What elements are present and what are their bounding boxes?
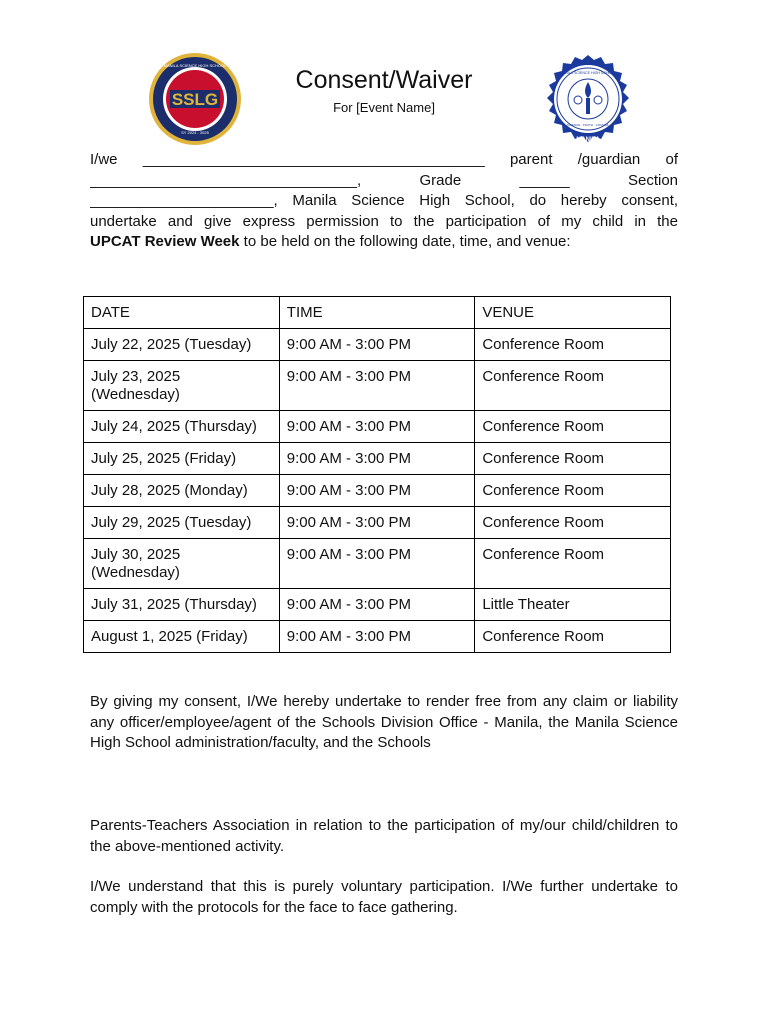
venue-cell: Conference Room [475,507,671,539]
consent-word-2: hereby [560,192,607,209]
event-title: UPCAT Review Week [90,233,240,250]
table-row [84,411,671,443]
time-cell: 9:00 AM - 3:00 PM [279,539,475,589]
date-cell: July 25, 2025 (Friday) [84,443,280,475]
event-name-line: For [Event Name] [333,100,435,115]
school-word-3: High [419,192,451,209]
table-row [84,507,671,539]
document-title: Consent/Waiver [295,66,473,94]
consent-word-1: do [529,192,547,209]
liability-waiver-paragraph: By giving my consent, I/We hereby undertake to render free from any claim or liability any officer/employee/agent of the Schools Division Office - Manila, the Manila Science High School administration/faculty, and the Schools [90,693,678,751]
consent-line-4 [90,212,678,233]
time-cell: 9:00 AM - 3:00 PM [279,621,475,653]
guardian-word: /guardian [577,151,641,168]
time-cell: 9:00 AM - 3:00 PM [279,589,475,621]
parent-word: parent [509,151,553,168]
section-label: Section [627,171,678,189]
schedule-table [83,296,671,653]
section-blank: ______________________, [90,192,278,209]
date-cell: July 30, 2025 (Wednesday) [84,539,280,589]
time-cell: 9:00 AM - 3:00 PM [279,329,475,361]
time-cell: 9:00 AM - 3:00 PM [279,443,475,475]
sslg-logo-ring-text: MANILA SCIENCE HIGH SCHOOL [163,63,227,68]
venue-cell: Conference Room [475,411,671,443]
mshs-logo-motto: SCIENCE · TRUTH · COUNCIL [566,123,610,127]
voluntary-participation-paragraph: I/We understand that this is purely voluntary participation. I/We further undertake to comply with the protocols for the face to face gathering. [90,878,678,916]
consent-word-3: consent, [621,192,678,209]
table-header-row [84,297,671,329]
manila-science-high-school-logo [542,54,634,146]
grade-blank: ______ [519,171,570,189]
permission-text: undertake and give express permission to the participation of my child in the [90,212,678,230]
venue-cell: Conference Room [475,621,671,653]
consent-line-5 [90,232,678,253]
venue-cell: Conference Room [475,539,671,589]
venue-cell: Conference Room [475,361,671,411]
schedule-intro-text: to be held on the following date, time, and venue: [243,233,571,250]
mshs-logo-bottom-text: MANILA [576,137,600,143]
venue-column-header: VENUE [475,297,671,329]
child-name-blank: ________________________________, [90,171,362,189]
mshs-logo-ring-text: MANILA SCIENCE HIGH SCHOOL [559,71,617,75]
venue-cell: Little Theater [475,589,671,621]
date-cell: July 29, 2025 (Tuesday) [84,507,280,539]
table-row [84,361,671,411]
time-cell: 9:00 AM - 3:00 PM [279,361,475,411]
date-cell: July 28, 2025 (Monday) [84,475,280,507]
date-column-header: DATE [84,297,280,329]
pta-paragraph: Parents-Teachers Association in relation to the participation of my/our child/children to the above-mentioned activity. [90,817,678,855]
iwe-label: I/we [90,151,118,168]
date-cell: August 1, 2025 (Friday) [84,621,280,653]
sslg-logo-mark: SSLG [171,90,219,109]
of-word: of [665,151,678,168]
time-cell: 9:00 AM - 3:00 PM [279,475,475,507]
table-row [84,475,671,507]
time-cell: 9:00 AM - 3:00 PM [279,411,475,443]
venue-cell: Conference Room [475,475,671,507]
time-cell: 9:00 AM - 3:00 PM [279,507,475,539]
venue-cell: Conference Room [475,443,671,475]
table-row [84,443,671,475]
table-row [84,621,671,653]
consent-line-1 [90,150,678,171]
parent-name-blank: _________________________________________ [142,151,485,168]
table-row [84,539,671,589]
consent-statement [90,150,678,253]
table-row [84,589,671,621]
table-row [84,329,671,361]
school-word-1: Manila [292,192,337,209]
school-word-2: Science [351,192,405,209]
venue-cell: Conference Room [475,329,671,361]
date-cell: July 31, 2025 (Thursday) [84,589,280,621]
consent-line-2 [90,171,678,192]
date-cell: July 23, 2025 (Wednesday) [84,361,280,411]
date-cell: July 24, 2025 (Thursday) [84,411,280,443]
school-word-4: School, [464,192,515,209]
time-column-header: TIME [279,297,475,329]
consent-line-3 [90,191,678,212]
grade-label: Grade [419,171,462,189]
date-cell: July 22, 2025 (Tuesday) [84,329,280,361]
sslg-logo-years: SY 2024 - 2025 [181,130,209,135]
